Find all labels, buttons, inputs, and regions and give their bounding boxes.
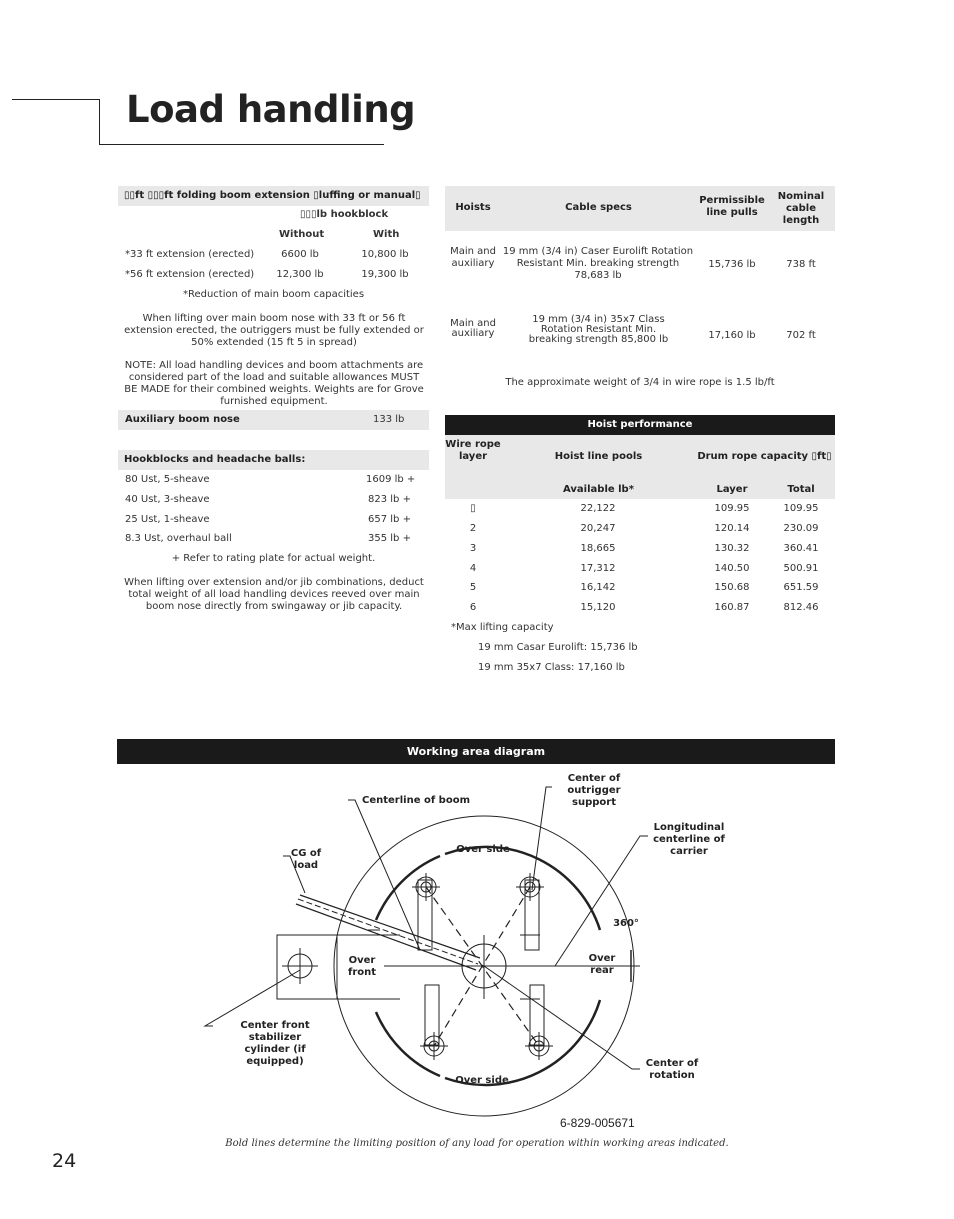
layer-cell: 2	[469, 523, 477, 534]
diagram-caption: Bold lines determine the limiting position of any load for operation within working areas indicated.	[225, 1138, 729, 1149]
hoist-cell: Main and auxiliary	[450, 318, 496, 339]
boom-extension-header: ▯▯ft ▯▯▯ft folding boom extension ▯luffing or manual▯	[118, 186, 429, 206]
pulls-cell: 15,736 lb	[708, 259, 756, 270]
drum-total-cell: 812.46	[783, 602, 819, 613]
page-title: Load handling	[126, 88, 416, 131]
drum-layer-cell: 140.50	[714, 563, 750, 574]
drum-total-cell: 230.09	[783, 523, 819, 534]
available-cell: 15,120	[580, 602, 616, 613]
hookblock-value: 1609 lb +	[366, 474, 416, 485]
hookblocks-header: Hookblocks and headache balls:	[118, 450, 429, 470]
col-available: Available lb*	[563, 484, 634, 495]
hookblock-label: 80 Ust, 5-sheave	[125, 474, 210, 485]
col-drum-total: Total	[787, 484, 815, 495]
cable-cell: 19 mm (3/4 in) Caser Eurolift Rotation Resistant Min. breaking strength 78,683 lb	[502, 246, 694, 281]
label-360-degrees: 360°	[613, 918, 639, 929]
ext-row-with: 10,800 lb	[361, 249, 409, 260]
aux-nose-value: 133 lb	[373, 414, 405, 425]
layer-cell: ▯	[470, 503, 476, 514]
hookblock-value: 355 lb +	[368, 533, 411, 544]
layer-cell: 4	[469, 563, 477, 574]
hookblock-label: ▯▯▯lb hookblock	[300, 209, 389, 220]
label-outrigger-support: Center of outrigger support	[567, 773, 621, 808]
ext-note: When lifting over main boom nose with 33 ft or 56 ft extension erected, the outriggers must be fully extended or 50% extended (15 ft 5 in spread)	[124, 313, 424, 348]
working-area-title: Working area diagram	[117, 739, 835, 764]
boom	[296, 895, 480, 970]
length-cell: 738 ft	[786, 259, 816, 270]
drum-layer-cell: 130.32	[714, 543, 750, 554]
col-drum-layer: Layer	[716, 484, 748, 495]
hoist-cell: Main and auxiliary	[450, 246, 496, 269]
hookblock-label: 25 Ust, 1-sheave	[125, 514, 210, 525]
pulls-cell: 17,160 lb	[708, 330, 756, 341]
col-without: Without	[279, 229, 325, 240]
hoist-performance-title: Hoist performance	[445, 415, 835, 435]
col-pulls: Permissible line pulls	[699, 195, 765, 218]
available-cell: 22,122	[580, 503, 616, 514]
drum-total-cell: 360.41	[783, 543, 819, 554]
col-hoists: Hoists	[455, 202, 491, 213]
hookblock-label: 8.3 Ust, overhaul ball	[125, 533, 232, 544]
capacity-line: 19 mm 35x7 Class: 17,160 lb	[478, 662, 625, 673]
drum-total-cell: 500.91	[783, 563, 819, 574]
label-centerline-boom: Centerline of boom	[362, 795, 470, 806]
col-pools: Hoist line pools	[554, 451, 643, 462]
front-stabilizer-frame	[277, 935, 337, 999]
drum-layer-cell: 120.14	[714, 523, 750, 534]
ext-footnote: *Reduction of main boom capacities	[182, 289, 365, 300]
label-over-front: Over front	[347, 955, 377, 978]
ext-row-label: *33 ft extension (erected)	[125, 249, 255, 260]
max-capacity-footnote: *Max lifting capacity	[451, 622, 554, 633]
ext-row-label: *56 ft extension (erected)	[125, 269, 255, 280]
length-cell: 702 ft	[786, 330, 816, 341]
label-over-side-bottom: Over side	[455, 1075, 509, 1086]
layer-cell: 3	[469, 543, 477, 554]
drum-layer-cell: 160.87	[714, 602, 750, 613]
layer-cell: 6	[469, 602, 477, 613]
hookblock-note: + Refer to rating plate for actual weight.	[171, 553, 376, 564]
col-with: With	[373, 229, 400, 240]
leader-front-stabilizer	[205, 970, 300, 1026]
label-longitudinal-centerline: Longitudinal centerline of carrier	[653, 822, 725, 857]
available-cell: 16,142	[580, 582, 616, 593]
diagram-code: 6-829-005671	[560, 1116, 635, 1130]
cable-cell: 19 mm (3/4 in) 35x7 Class Rotation Resistant Min. breaking strength 85,800 lb	[528, 314, 669, 345]
leader-outrigger	[532, 787, 552, 890]
drum-layer-cell: 150.68	[714, 582, 750, 593]
label-center-front-stabilizer: Center front stabilizer cylinder (if equipped)	[240, 1020, 310, 1067]
rope-weight-note: The approximate weight of 3/4 in wire rope is 1.5 lb/ft	[505, 377, 775, 388]
label-center-of-rotation: Center of rotation	[645, 1058, 699, 1081]
label-over-side-top: Over side	[456, 844, 510, 855]
working-arc	[376, 1012, 440, 1076]
drum-layer-cell: 109.95	[714, 503, 750, 514]
available-cell: 20,247	[580, 523, 616, 534]
label-over-rear: Over rear	[588, 953, 616, 976]
drum-total-cell: 651.59	[783, 582, 819, 593]
label-cg-load: CG of load	[290, 848, 322, 871]
layer-cell: 5	[469, 582, 477, 593]
ext-note: NOTE: All load handling devices and boom attachments are considered part of the load and suitable allowances MUST BE MADE for their combined weights. Weights are for Grove furnished equipment.	[124, 360, 424, 407]
hookblock-value: 657 lb +	[368, 514, 411, 525]
ext-row-with: 19,300 lb	[361, 269, 409, 280]
hookblock-note: When lifting over extension and/or jib combinations, deduct total weight of all load handling devices reeved over main boom nose directly from swingaway or jib capacity.	[124, 577, 424, 612]
ext-row-without: 6600 lb	[281, 249, 319, 260]
ext-row-without: 12,300 lb	[276, 269, 324, 280]
page-number: 24	[52, 1150, 77, 1172]
working-arc	[445, 847, 600, 930]
leader-longitudinal	[555, 836, 648, 966]
drum-total-cell: 109.95	[783, 503, 819, 514]
col-layer: Wire rope layer	[445, 439, 501, 462]
hookblock-label: 40 Ust, 3-sheave	[125, 494, 210, 505]
capacity-line: 19 mm Casar Eurolift: 15,736 lb	[478, 642, 638, 653]
leader-rotation	[484, 966, 640, 1069]
available-cell: 18,665	[580, 543, 616, 554]
col-cable: Cable specs	[565, 202, 632, 213]
available-cell: 17,312	[580, 563, 616, 574]
col-length: Nominal cable length	[777, 191, 825, 226]
aux-nose-label: Auxiliary boom nose	[125, 414, 240, 425]
working-arc	[445, 1000, 600, 1085]
col-drum: Drum rope capacity ▯ft▯	[697, 451, 832, 462]
hookblock-value: 823 lb +	[368, 494, 411, 505]
